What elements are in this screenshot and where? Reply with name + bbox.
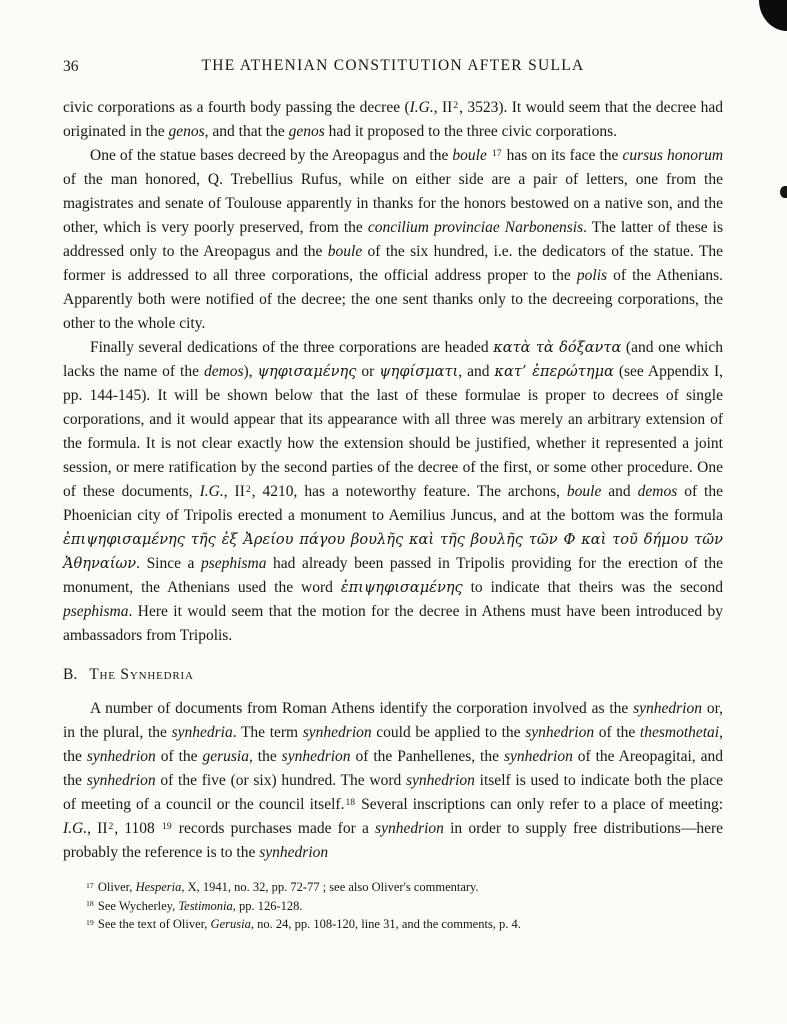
italic-text-run: synhedrion xyxy=(86,772,156,789)
text-run: of the Areopagitai, and the xyxy=(63,748,723,789)
text-run: itself is used to indicate both the place of meeting of a council or the council itself. xyxy=(63,772,724,813)
superscript-ref: 19 xyxy=(162,820,172,832)
superscript-ref: 18 xyxy=(345,796,356,808)
paragraph-continuation xyxy=(63,96,723,144)
italic-text-run: genos xyxy=(288,123,325,140)
italic-text-run: polis xyxy=(576,267,608,284)
superscript-ref: 2 xyxy=(108,820,114,832)
italic-text-run: synhedrion xyxy=(633,700,702,717)
text-run: . The term xyxy=(232,724,303,741)
italic-text-run: synhedrion xyxy=(302,724,372,741)
text-run: of the Panhellenes, the xyxy=(350,748,504,765)
text-run: Finally several dedications of the three corporations are headed xyxy=(90,339,494,356)
text-run: civic corporations as a fourth body passing the decree ( xyxy=(63,99,410,116)
text-run: ), xyxy=(243,363,258,380)
section-heading xyxy=(63,663,723,687)
text-run: of the xyxy=(594,724,640,741)
text-run: and xyxy=(601,483,638,500)
italic-text-run: Gerusia xyxy=(210,917,251,931)
italic-text-run: psephisma xyxy=(201,555,267,572)
text-run: had it proposed to the three civic corporations. xyxy=(324,123,618,140)
italic-text-run: genos xyxy=(168,123,205,140)
greek-text-run: κατ’ ἐπερώτημα xyxy=(494,363,614,380)
text-run: , II xyxy=(433,99,453,116)
italic-text-run: synhedria xyxy=(171,724,233,741)
text-run: , II xyxy=(223,483,245,500)
text-run: , no. 24, pp. 108-120, line 31, and the comments, p. 4. xyxy=(250,917,521,931)
footnote-17 xyxy=(63,878,723,897)
italic-text-run: boule xyxy=(327,243,363,260)
paragraph-statue-bases xyxy=(63,144,723,336)
italic-text-run: concilium provinciae Narbonensis xyxy=(367,219,584,236)
greek-text-run: ψηφισαμένης xyxy=(257,363,357,380)
greek-text-run: ἐπιψηφισαμένης xyxy=(340,579,463,596)
italic-text-run: synhedrion xyxy=(525,724,595,741)
text-run: , and that the xyxy=(204,123,289,140)
text-run: in order to supply free distributions—here probably the reference is to the xyxy=(63,820,724,861)
greek-text-run: ψηφίσματι xyxy=(379,363,459,380)
text-run: to indicate that theirs was the second xyxy=(462,579,723,596)
italic-text-run: thesmothetai xyxy=(639,724,720,741)
text-run: A number of documents from Roman Athens identify the corporation involved as the xyxy=(90,700,634,717)
superscript-ref: 2 xyxy=(453,99,459,111)
text-run: , 1108 xyxy=(114,820,162,837)
text-run: , X, 1941, no. 32, pp. 72-77 ; see also Oliver's commentary. xyxy=(181,880,479,894)
text-run: (see Appendix I, pp. 144-145). It will be shown below that the last of these formulae is proper to decrees of single corporations, and it would appear that its appearance with all three was merely an arbitrary extension of the formula. It is not clear exactly how the extension should be justified, whether it represented a joint session, or mere ratification by the second parties of the decree of the first, or some other procedure. One of these documents, xyxy=(63,363,723,500)
italic-text-run: gerusia xyxy=(202,748,249,765)
footnote-19 xyxy=(63,915,723,934)
italic-text-run: I.G. xyxy=(409,99,434,116)
greek-text-run: ἐπιψηφισαμένης τῆς ἐξ Ἀρείου πάγου βουλῆς καὶ τῆς βουλῆς τῶν Φ καὶ τοῦ δήμου τῶν Ἀθηναίων xyxy=(63,531,723,572)
italic-text-run: Hesperia xyxy=(135,880,182,894)
text-run: . Here it would seem that the motion for the decree in Athens must have been introduced by ambassadors from Tripolis. xyxy=(63,603,723,644)
superscript-ref: 2 xyxy=(245,483,251,495)
italic-text-run: synhedrion xyxy=(406,772,475,789)
superscript-ref: 19 xyxy=(86,917,94,927)
text-run: of the five (or six) hundred. The word xyxy=(155,772,407,789)
italic-text-run: synhedrion xyxy=(86,748,156,765)
greek-text-run: κατὰ τὰ δόξαντα xyxy=(493,339,622,356)
footnotes xyxy=(63,878,723,934)
text-run: One of the statue bases decreed by the Areopagus and the xyxy=(90,147,453,164)
section-heading-title: The Synhedria xyxy=(89,666,194,683)
text-run: Several inscriptions can only refer to a place of meeting: xyxy=(356,796,724,813)
text-run: , the xyxy=(63,724,723,765)
footnote-18 xyxy=(63,897,723,916)
text-run: records purchases made for a xyxy=(172,820,376,837)
paragraph-synhedria xyxy=(63,697,723,865)
text-run: , and xyxy=(458,363,495,380)
page-number: 36 xyxy=(63,58,79,75)
text-run: (and one which lacks the name of the xyxy=(63,339,723,380)
text-run: , the xyxy=(248,748,282,765)
italic-text-run: boule xyxy=(566,483,602,500)
text-run: of the Athenians. Apparently both were notified of the decree; the one sent thanks only to the decreeing corporations, the other to the whole city. xyxy=(63,267,724,332)
text-run: . Since a xyxy=(136,555,201,572)
italic-text-run: synhedrion xyxy=(259,844,329,861)
superscript-ref: 17 xyxy=(86,880,94,890)
italic-text-run: synhedrion xyxy=(281,748,351,765)
italic-text-run: synhedrion xyxy=(375,820,444,837)
text-run: of the man honored, Q. Trebellius Rufus, while on either side are a pair of letters, one from the magistrates and senate of Toulouse apparently in thanks for the honors bestowed on a native son, and the other, which is very poorly preserved, from the xyxy=(63,171,723,236)
text-run: , pp. 126-128. xyxy=(232,898,303,913)
body-text xyxy=(63,96,723,865)
scan-edge-artifact xyxy=(780,186,787,198)
italic-text-run: psephisma xyxy=(63,603,129,620)
text-run: , 4210, has a noteworthy feature. The archons, xyxy=(251,483,567,500)
italic-text-run: boule xyxy=(452,147,487,164)
text-run: has on its face the xyxy=(502,147,623,164)
running-title: THE ATHENIAN CONSTITUTION AFTER SULLA xyxy=(201,57,585,74)
italic-text-run: Testimonia xyxy=(178,898,233,913)
italic-text-run: I.G. xyxy=(199,483,224,500)
text-run: or, in the plural, the xyxy=(63,700,723,741)
text-run: or xyxy=(356,363,380,380)
page-content xyxy=(63,57,723,934)
text-run: had already been passed in Tripolis providing for the erection of the monument, the Athenians used the word xyxy=(63,555,723,596)
italic-text-run: demos xyxy=(203,363,244,380)
text-run: , II xyxy=(87,820,108,837)
superscript-ref: 17 xyxy=(491,147,502,159)
paragraph-dedications xyxy=(63,336,723,648)
text-run: of the Phoenician city of Tripolis erected a monument to Aemilius Juncus, and at the bottom was the formula xyxy=(63,483,723,524)
text-run: of the six hundred, i.e. the dedicators of the statue. The former is addressed to all three corporations, the official address proper to the xyxy=(63,243,723,284)
page-header xyxy=(63,57,723,79)
scan-corner-artifact xyxy=(759,0,787,31)
text-run: See Wycherley, xyxy=(94,898,179,913)
text-run: of the xyxy=(155,748,203,765)
text-run: See the text of Oliver, xyxy=(94,917,211,931)
italic-text-run: synhedrion xyxy=(503,748,573,765)
italic-text-run: cursus honorum xyxy=(622,147,724,164)
italic-text-run: demos xyxy=(637,483,678,500)
text-run xyxy=(487,147,491,164)
text-run: could be applied to the xyxy=(371,724,526,741)
superscript-ref: 18 xyxy=(86,899,94,909)
text-run: Oliver, xyxy=(94,880,136,894)
text-run: , 3523). It would seem that the decree had originated in the xyxy=(63,99,723,140)
text-run: . The latter of these is addressed only to the Areopagus and the xyxy=(63,219,724,260)
italic-text-run: I.G. xyxy=(63,820,88,837)
section-heading-label: B. xyxy=(63,666,78,683)
